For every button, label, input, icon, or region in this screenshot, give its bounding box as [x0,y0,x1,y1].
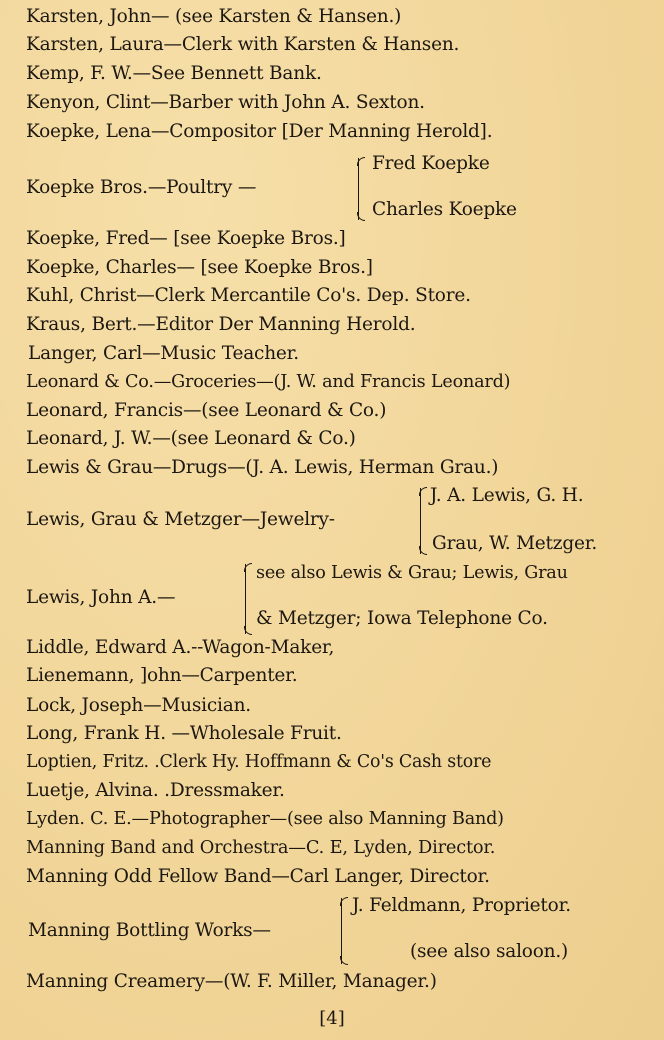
entry-koepke-charles: Koepke, Charles— [see Koepke Bros.] [26,257,373,278]
brace-manning-bottling [341,898,350,964]
page-number: [4] [319,1008,345,1029]
entry-lienemann: Lienemann, ]ohn—Carpenter. [26,665,298,686]
entry-karsten-laura: Karsten, Laura—Clerk with Karsten & Hansen. [26,34,460,55]
entry-leonard-co: Leonard & Co.—Groceries—(J. W. and Francis Leonard) [26,372,511,392]
lewis-grau-metzger-members-1: J. A. Lewis, G. H. [430,485,584,506]
koepke-bros-member-1: Fred Koepke [372,153,490,174]
entry-leonard-francis: Leonard, Francis—(see Leonard & Co.) [26,400,387,421]
entry-liddle: Liddle, Edward A.--Wagon-Maker, [26,637,335,658]
entry-lewis-grau-metzger: Lewis, Grau & Metzger—Jewelry- [26,509,335,530]
entry-manning-creamery: Manning Creamery—(W. F. Miller, Manager.) [26,971,437,992]
brace-koepke-bros [358,158,367,220]
entry-luetje: Luetje, Alvina. .Dressmaker. [26,780,285,801]
entry-lyden: Lyden. C. E.—Photographer—(see also Manning Band) [26,809,504,829]
lewis-john-see-also-2: & Metzger; Iowa Telephone Co. [256,608,548,629]
entry-manning-bottling: Manning Bottling Works— [28,920,271,941]
brace-lewis-grau-metzger [420,488,429,554]
entry-loptien: Loptien, Fritz. .Clerk Hy. Hoffmann & Co's Cash store [26,752,492,772]
entry-manning-band: Manning Band and Orchestra—C. E, Lyden, Director. [26,837,496,858]
entry-koepke-lena: Koepke, Lena—Compositor [Der Manning Herold]. [26,121,493,142]
koepke-bros-member-2: Charles Koepke [372,199,517,220]
entry-lewis-grau: Lewis & Grau—Drugs—(J. A. Lewis, Herman Grau.) [26,457,499,478]
entry-manning-odd-fellow: Manning Odd Fellow Band—Carl Langer, Director. [26,866,490,887]
entry-karsten-john: Karsten, John— (see Karsten & Hansen.) [26,6,402,27]
brace-lewis-john [245,564,254,634]
entry-leonard-jw: Leonard, J. W.—(see Leonard & Co.) [26,428,356,449]
lewis-john-see-also-1: see also Lewis & Grau; Lewis, Grau [256,563,568,583]
entry-lewis-john: Lewis, John A.— [26,587,176,608]
entry-koepke-bros: Koepke Bros.—Poultry — [26,177,257,198]
bottling-proprietor: J. Feldmann, Proprietor. [352,895,571,916]
entry-kuhl: Kuhl, Christ—Clerk Mercantile Co's. Dep. Store. [26,285,471,306]
lewis-grau-metzger-members-2: Grau, W. Metzger. [432,533,598,554]
entry-kraus: Kraus, Bert.—Editor Der Manning Herold. [26,314,416,335]
entry-kenyon: Kenyon, Clint—Barber with John A. Sexton. [26,92,425,113]
entry-langer: Langer, Carl—Music Teacher. [28,343,299,364]
entry-lock: Lock, Joseph—Musician. [26,695,251,716]
entry-long: Long, Frank H. —Wholesale Fruit. [26,723,342,744]
bottling-see-also: (see also saloon.) [410,941,569,962]
entry-koepke-fred: Koepke, Fred— [see Koepke Bros.] [26,228,346,249]
entry-kemp: Kemp, F. W.—See Bennett Bank. [26,63,322,84]
